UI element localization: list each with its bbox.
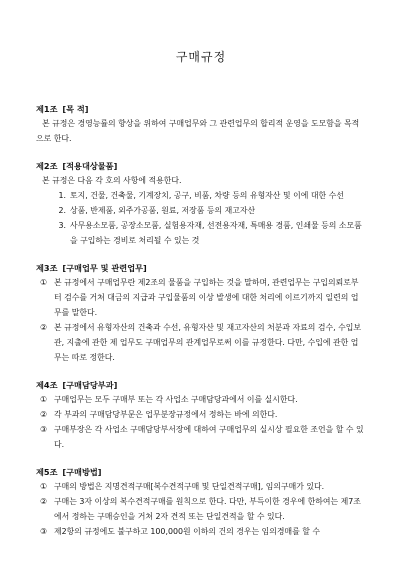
item-text: 각 부과의 구매담당부문은 업무분장규정에서 정하는 바에 의한다. — [54, 410, 278, 419]
item-marker: ② — [40, 323, 48, 332]
article-heading — [36, 103, 366, 115]
item-text: 구매의 방법은 지명견적구매[복수견적구매 및 단일견적구매], 임의구매가 있다. — [54, 482, 325, 491]
article-number: 제1조 — [36, 104, 58, 114]
item-marker: ② — [40, 410, 48, 419]
list-item — [36, 422, 366, 452]
item-marker: ② — [40, 497, 48, 506]
list-item — [36, 479, 366, 494]
item-marker: ③ — [40, 527, 48, 536]
article-title: [ 구매업무 및 관련업무 ] — [62, 262, 146, 274]
article-number: 제5조 — [36, 467, 58, 477]
document-title: 구매규정 — [175, 50, 227, 64]
article-title: [ 적용대상물품 ] — [62, 160, 117, 172]
article-title: [ 구매담당부과 ] — [62, 379, 117, 391]
list-item — [36, 320, 366, 365]
item-text: 구매업무는 모두 구매부 또는 각 사업소 구매담당과에서 이를 실시한다. — [54, 395, 298, 404]
list-item — [36, 494, 366, 524]
article-1 — [36, 103, 366, 146]
item-marker: ① — [40, 278, 48, 287]
article-heading — [36, 262, 366, 274]
article-intro: 본 규정은 다음 각 호의 사항에 적용한다. — [42, 176, 182, 185]
item-text: 사무용소모품, 공장소모품, 실험용자재, 선전용자재, 특매용 경품, 인쇄물 등의 소모품을 구입하는 경비로 처리될 수 있는 것 — [70, 221, 362, 245]
article-title: [ 목 적 ] — [62, 103, 88, 115]
item-text: 토지, 건물, 건축물, 기계장치, 공구, 비품, 차량 등의 유형자산 및 이에 대한 수선 — [70, 191, 344, 200]
item-marker: ③ — [40, 425, 48, 434]
article-heading — [36, 466, 366, 478]
article-number: 제3조 — [36, 263, 58, 273]
article-heading — [36, 160, 366, 172]
article-3 — [36, 262, 366, 365]
list-item — [36, 392, 366, 407]
list-item — [36, 188, 366, 203]
item-marker: 1. — [58, 191, 66, 200]
article-4 — [36, 379, 366, 452]
item-text: 제2항의 규정에도 불구하고 100,000원 이하의 건의 경우는 임의경매를 할 수 — [54, 527, 321, 536]
item-text: 본 규정에서 유형자산의 건축과 수선, 유형자산 및 재고자산의 처분과 자료의 검수, 수입보관, 지출에 관한 제 업무도 구매업무의 관계업무로써 이를 규정한다. 다만, 수입에 관한 업무는 따로 정한다. — [54, 323, 362, 362]
item-text: 본 규정에서 구매업무란 제2조의 물품을 구입하는 것을 말하며, 관련업무는 구입의뢰로부터 검수를 거쳐 대금의 지급과 구입물품의 이상 발생에 대한 처리에 이르기까지 일련의 업무를 말한다. — [54, 278, 359, 317]
article-number: 제2조 — [36, 161, 58, 171]
item-marker: 3. — [58, 221, 66, 230]
list-item — [36, 524, 366, 539]
item-text: 상품, 반제품, 외주가공품, 원료, 저장품 등의 재고자산 — [70, 206, 256, 215]
item-text: 구매부장은 각 사업소 구매담당부서장에 대하여 구매업무의 실시상 필요한 조언을 할 수 있다. — [54, 425, 364, 449]
list-item — [36, 407, 366, 422]
article-number: 제4조 — [36, 380, 58, 390]
article-body: 본 규정은 경영능률의 향상을 위하여 구매업무와 그 관련업무의 합리적 운영을 도모함을 목적으로 한다. — [36, 119, 360, 143]
item-text: 구매는 3자 이상의 복수견적구매를 원칙으로 한다. 다만, 부득이한 경우에 한하여는 제7조에서 정하는 구매승인을 거쳐 2자 견적 또는 단일견적을 할 수 있다. — [54, 497, 361, 521]
article-title: [ 구매방법 ] — [62, 466, 101, 478]
article-heading — [36, 379, 366, 391]
list-item — [36, 275, 366, 320]
article-2 — [36, 160, 366, 248]
article-5 — [36, 466, 366, 539]
list-item — [36, 218, 366, 248]
item-marker: ① — [40, 482, 48, 491]
item-marker: 2. — [58, 206, 66, 215]
list-item — [36, 203, 366, 218]
item-marker: ① — [40, 395, 48, 404]
